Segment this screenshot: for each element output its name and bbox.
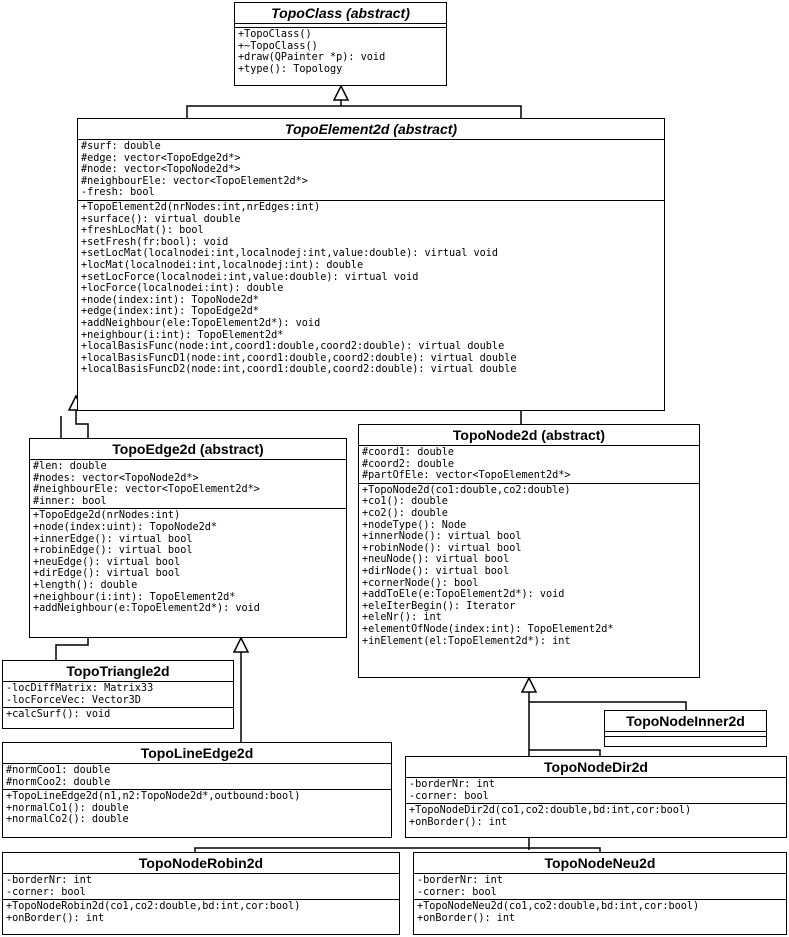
method: +co1(): double	[362, 496, 448, 508]
method: +locForce(localnodei:int): double	[81, 283, 284, 295]
method: +onBorder(): int	[417, 912, 516, 924]
method: +robinNode(): virtual bool	[362, 542, 522, 554]
attribute: #normCoo1: double	[6, 765, 111, 776]
methods-section	[235, 28, 446, 76]
method: +inElement(el:TopoElement2d*): int	[362, 635, 571, 647]
class-name: TopoElement2d (abstract)	[78, 119, 664, 140]
methods-section	[78, 201, 664, 377]
method: +TopoNodeDir2d(co1,co2:double,bd:int,cor:bool)	[409, 805, 692, 817]
method: +onBorder(): int	[6, 912, 105, 924]
class-name: TopoNodeRobin2d	[3, 853, 399, 874]
method: +localBasisFunc(node:int,coord1:double,coord2:double): virtual double	[81, 341, 505, 353]
attribute: #partOfEle: vector<TopoElement2d*>	[362, 470, 571, 482]
attribute: -borderNr: int	[417, 875, 503, 886]
class-topo-node-inner2d	[604, 710, 767, 747]
attributes-section	[3, 874, 399, 900]
method: +node(index:int): TopoNode2d*	[81, 294, 259, 306]
attributes-section	[78, 140, 664, 201]
method: +TopoNodeNeu2d(co1,co2:double,bd:int,cor:bool)	[417, 901, 700, 913]
method: +calcSurf(): void	[6, 709, 111, 721]
attribute: -locForceVec: Vector3D	[6, 694, 141, 706]
method: +TopoNodeRobin2d(co1,co2:double,bd:int,cor:bool)	[6, 901, 301, 913]
class-topo-node-dir2d	[405, 756, 787, 838]
method: +innerEdge(): virtual bool	[33, 533, 193, 545]
method: +freshLocMat(): bool	[81, 225, 204, 237]
method: +draw(QPainter *p): void	[238, 52, 386, 64]
methods-section	[605, 737, 766, 741]
method: +locMat(localnodei:int,localnodej:int): double	[81, 259, 364, 271]
method: +eleIterBegin(): Iterator	[362, 600, 516, 612]
method: +TopoNode2d(co1:double,co2:double)	[362, 484, 571, 496]
method: +onBorder(): int	[409, 816, 508, 828]
method: +type(): Topology	[238, 63, 343, 75]
method: +co2(): double	[362, 507, 448, 519]
method: +robinEdge(): virtual bool	[33, 545, 193, 557]
inheritance-arrowhead-class	[334, 86, 348, 100]
method: +localBasisFuncD2(node:int,coord1:double,coord2:double): virtual double	[81, 364, 517, 376]
attribute: -borderNr: int	[6, 875, 92, 886]
class-name: TopoNodeNeu2d	[414, 853, 786, 874]
class-topo-triangle2d	[2, 660, 234, 729]
attribute: #coord2: double	[362, 458, 455, 470]
method: +TopoClass()	[238, 29, 312, 40]
methods-section	[3, 790, 391, 827]
methods-section	[406, 804, 786, 829]
method: +setLocMat(localnodei:int,localnodej:int,value:double): virtual void	[81, 248, 499, 260]
method: +normalCo1(): double	[6, 802, 129, 814]
attribute: #coord1: double	[362, 447, 455, 458]
class-topo-node2d	[358, 424, 700, 678]
attribute: -borderNr: int	[409, 779, 495, 790]
attributes-section	[359, 446, 699, 484]
attribute: #normCoo2: double	[6, 776, 111, 788]
method: +addToEle(e:TopoElement2d*): void	[362, 589, 565, 601]
class-topo-line-edge2d	[2, 742, 392, 838]
attributes-section	[3, 764, 391, 790]
class-name: TopoTriangle2d	[3, 661, 233, 682]
attributes-section	[30, 460, 346, 509]
method: +localBasisFuncD1(node:int,coord1:double,coord2:double): virtual double	[81, 352, 517, 364]
method: +setFresh(fr:bool): void	[81, 236, 229, 248]
method: +edge(index:int): TopoEdge2d*	[81, 306, 259, 318]
attribute: -fresh: bool	[81, 187, 155, 199]
attribute: #len: double	[33, 461, 107, 472]
method: +neuNode(): virtual bool	[362, 554, 510, 566]
method: +length(): double	[33, 579, 138, 591]
attribute: #inner: bool	[33, 495, 107, 507]
class-name: TopoClass (abstract)	[235, 3, 446, 24]
generalization-inner-to-node	[529, 702, 686, 710]
attributes-section	[406, 778, 786, 804]
method: +cornerNode(): bool	[362, 577, 479, 589]
attributes-section	[414, 874, 786, 900]
class-name: TopoNode2d (abstract)	[359, 425, 699, 446]
method: +nodeType(): Node	[362, 519, 467, 531]
attribute: -corner: bool	[6, 886, 86, 898]
method: +neuEdge(): virtual bool	[33, 556, 181, 568]
methods-section	[30, 509, 346, 615]
method: +innerNode(): virtual bool	[362, 531, 522, 543]
method: +~TopoClass()	[238, 40, 318, 52]
methods-section	[359, 484, 699, 648]
inheritance-arrowhead-edge	[234, 638, 248, 652]
attribute: #nodes: vector<TopoNode2d*>	[33, 472, 199, 484]
method: +setLocForce(localnodei:int,value:double): virtual void	[81, 271, 419, 283]
method: +addNeighbour(ele:TopoElement2d*): void	[81, 317, 321, 329]
attribute: #neighbourEle: vector<TopoElement2d*>	[81, 175, 308, 187]
method: +TopoEdge2d(nrNodes:int)	[33, 510, 181, 522]
class-topo-node-robin2d	[2, 852, 400, 935]
method: +TopoElement2d(nrNodes:int,nrEdges:int)	[81, 201, 321, 213]
class-name: TopoNodeInner2d	[605, 711, 766, 732]
attribute: #surf: double	[81, 141, 161, 152]
attribute: #neighbourEle: vector<TopoElement2d*>	[33, 484, 260, 496]
attribute: -corner: bool	[417, 886, 497, 898]
attribute: -locDiffMatrix: Matrix33	[6, 683, 154, 694]
class-topo-edge2d	[29, 438, 347, 638]
class-name: TopoNodeDir2d	[406, 757, 786, 778]
method: +elementOfNode(index:int): TopoElement2d*	[362, 623, 614, 635]
method: +TopoLineEdge2d(n1,n2:TopoNode2d*,outbound:bool)	[6, 791, 301, 803]
methods-section	[414, 900, 786, 925]
method: +dirNode(): virtual bool	[362, 565, 510, 577]
class-topo-node-neu2d	[413, 852, 787, 935]
inheritance-arrowhead-node	[522, 678, 536, 692]
methods-section	[3, 900, 399, 925]
class-name: TopoEdge2d (abstract)	[30, 439, 346, 460]
method: +dirEdge(): virtual bool	[33, 568, 181, 580]
attribute: #edge: vector<TopoEdge2d*>	[81, 152, 241, 164]
attributes-section	[3, 682, 233, 708]
method: +node(index:uint): TopoNode2d*	[33, 521, 218, 533]
method: +addNeighbour(e:TopoElement2d*): void	[33, 603, 260, 615]
method: +neighbour(i:int): TopoElement2d*	[33, 591, 236, 603]
method: +eleNr(): int	[362, 612, 442, 624]
method: +neighbour(i:int): TopoElement2d*	[81, 329, 284, 341]
method: +surface(): virtual double	[81, 213, 241, 225]
method: +normalCo2(): double	[6, 814, 129, 826]
attribute: #node: vector<TopoNode2d*>	[81, 164, 241, 176]
attribute: -corner: bool	[409, 790, 489, 802]
class-topo-element2d	[77, 118, 665, 411]
generalization-element-to-class	[187, 100, 341, 118]
class-topo-class	[234, 2, 447, 86]
class-name: TopoLineEdge2d	[3, 743, 391, 764]
methods-section	[3, 708, 233, 722]
